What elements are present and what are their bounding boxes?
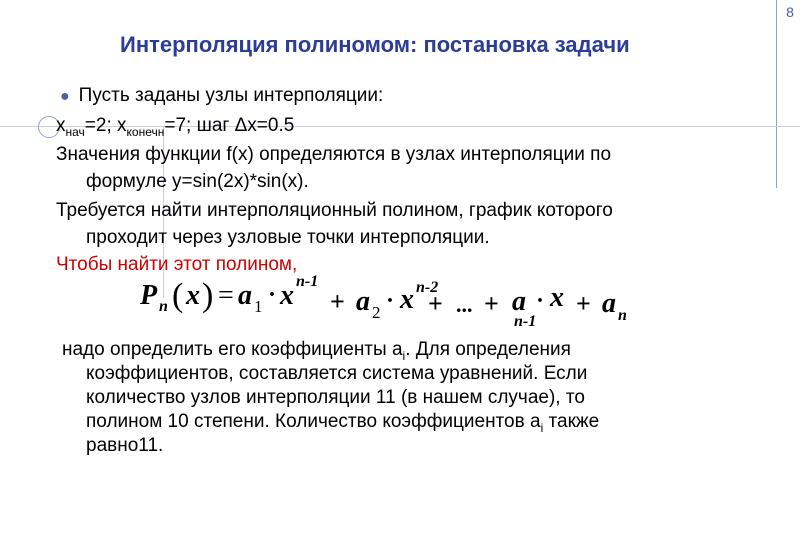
coef-line4-text: полином 10 степени. Количество коэффициентов a — [86, 411, 541, 432]
formula-dot-3: · — [536, 288, 545, 314]
nodes-line — [56, 112, 294, 139]
formula-plus-2: + — [428, 289, 443, 318]
formula-exponent-1: n-1 — [296, 273, 319, 290]
slide-title: Интерполяция полиномом: постановка задачи — [120, 32, 630, 57]
paragraph-coefficients-line2: коэффициентов, составляется система уравнений. Если — [86, 363, 588, 384]
bullet-dot-icon: ● — [60, 88, 70, 105]
formula-plus-4: + — [576, 289, 591, 318]
coef-line4-text-end: также — [543, 411, 600, 432]
formula-P-subscript: n — [159, 298, 168, 315]
coef-line1-subscript: i — [402, 349, 406, 363]
paragraph-function-line2: формуле y=sin(2x)*sin(x). — [86, 171, 309, 192]
formula-x-2: x — [400, 284, 414, 315]
formula-P: P — [140, 280, 158, 311]
paragraph-function-line1: Значения функции f(x) определяются в узлах интерполяции по — [56, 144, 612, 165]
slide-number: 8 — [786, 4, 794, 20]
formula-exponent-2: n-2 — [416, 279, 439, 296]
polynomial-formula — [120, 262, 640, 332]
formula-a-nm1-subscript: n-1 — [514, 313, 537, 330]
bullet-item — [60, 82, 383, 110]
formula-plus-3: + — [484, 289, 499, 318]
formula-dot-1: · — [268, 282, 277, 308]
formula-equals: = — [218, 280, 234, 311]
red-intro-line: Чтобы найти этот полином, — [56, 254, 298, 275]
start-value: =2; x — [84, 115, 127, 136]
formula-a1-subscript: 1 — [254, 297, 263, 316]
end-value-and-step: =7; шаг Δx=0.5 — [164, 115, 295, 136]
formula-lparen: ( — [172, 277, 184, 314]
formula-a2: a — [356, 286, 370, 317]
paragraph-coefficients-line3: количество узлов интерполяции 11 (в нашем случае), то — [86, 387, 585, 408]
coef-line1-text-end: . Для определения — [405, 339, 571, 360]
paragraph-task-line2: проходит через узловые точки интерполяции. — [86, 227, 490, 248]
formula-a-nm1: a — [512, 286, 526, 317]
paragraph-coefficients-line5: равно11. — [86, 435, 164, 456]
formula-ellipsis: ... — [456, 292, 473, 317]
coef-line4-subscript: i — [540, 421, 544, 435]
end-subscript: конечн — [126, 125, 165, 139]
formula-an: a — [602, 288, 616, 319]
formula-x-3: x — [550, 282, 564, 313]
paragraph-coefficients-line1 — [62, 336, 571, 363]
formula-x: x — [186, 280, 200, 311]
formula-a2-subscript: 2 — [372, 303, 381, 322]
bullet-text: Пусть заданы узлы интерполяции: — [78, 85, 384, 106]
formula-plus-1: + — [330, 287, 345, 316]
start-subscript: нач — [65, 125, 85, 139]
formula-dot-2: · — [386, 288, 395, 314]
x-label: x — [56, 115, 66, 136]
formula-an-subscript: n — [618, 307, 627, 324]
paragraph-coefficients-line4 — [86, 408, 599, 435]
paragraph-task-line1: Требуется найти интерполяционный полином, график которого — [56, 200, 613, 221]
formula-x-1: x — [280, 280, 294, 311]
formula-a1: a — [238, 280, 252, 311]
coef-line1-text: надо определить его коэффициенты a — [62, 339, 403, 360]
right-vertical-rule — [776, 0, 777, 188]
formula-rparen: ) — [202, 277, 214, 314]
